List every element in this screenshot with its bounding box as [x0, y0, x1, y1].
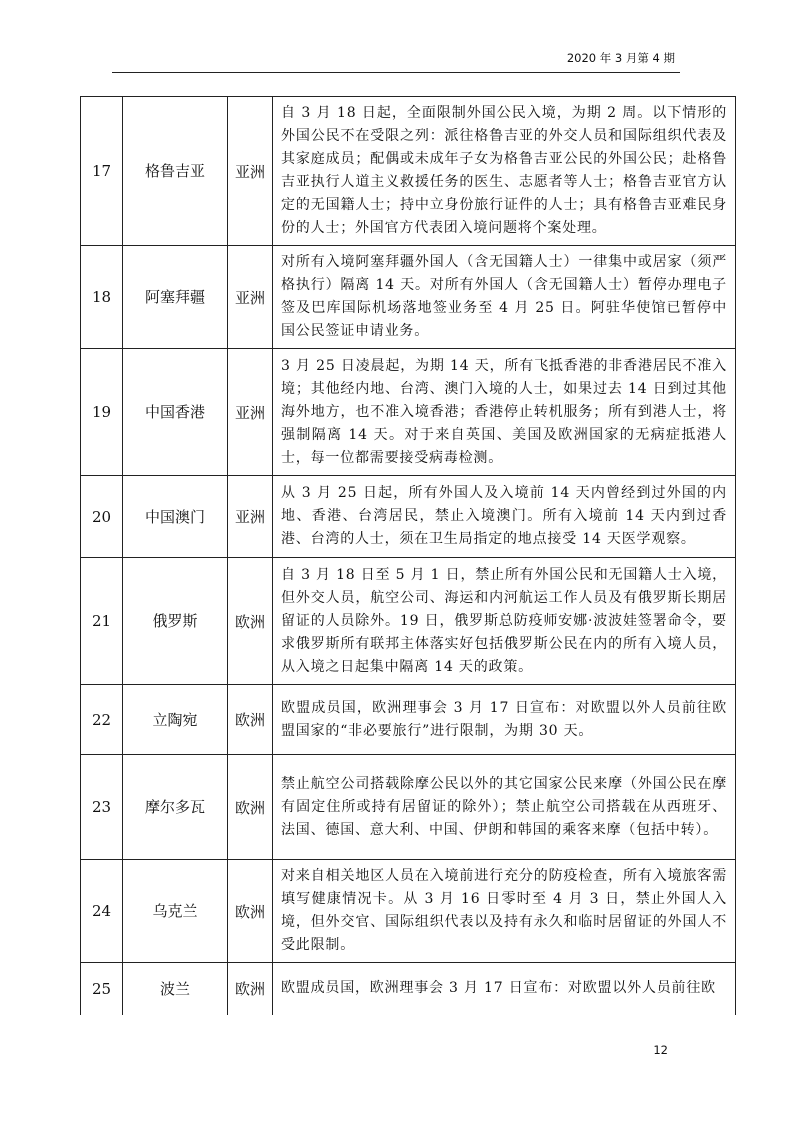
issue-header: 2020 年 3 月第 4 期 [566, 51, 675, 65]
table-row [81, 97, 736, 246]
restriction-description: 从 3 月 25 日起，所有外国人及入境前 14 天内曾经到过外国的内地、香港、台湾居民，禁止入境澳门。所有入境前 14 天内到过香港、台湾的人士，须在卫生局指定的地点接受 14 天医学观察。 [273, 476, 736, 558]
region-name: 欧洲 [228, 963, 273, 1015]
country-name: 中国香港 [123, 349, 228, 476]
restriction-description: 自 3 月 18 日至 5 月 1 日，禁止所有外国公民和无国籍人士入境，但外交人员，航空公司、海运和内河航运工作人员及有俄罗斯长期居留证的人员除外。19 日，俄罗斯总防疫师安娜·波波娃签署命令，要求俄罗斯所有联邦主体落实好包括俄罗斯公民在内的所有入境人员，从入境之日起集中隔离 14 天的政策。 [273, 558, 736, 685]
entry-restrictions-table-container [80, 96, 736, 1015]
row-number: 21 [81, 558, 123, 685]
region-name: 亚洲 [228, 476, 273, 558]
row-number: 25 [81, 963, 123, 1015]
table-row [81, 755, 736, 860]
table-body [81, 97, 736, 1015]
country-name: 中国澳门 [123, 476, 228, 558]
header-divider [112, 72, 680, 73]
restriction-description: 3 月 25 日凌晨起，为期 14 天，所有飞抵香港的非香港居民不准入境；其他经内地、台湾、澳门入境的人士，如果过去 14 日到过其他海外地方，也不准入境香港；香港停止转机服务；所有到港人士，将强制隔离 14 天。对于来自英国、美国及欧洲国家的无病症抵港人士，每一位都需要接受病毒检测。 [273, 349, 736, 476]
table-row [81, 685, 736, 755]
country-name: 格鲁吉亚 [123, 97, 228, 246]
table-row [81, 349, 736, 476]
restriction-description: 对所有入境阿塞拜疆外国人（含无国籍人士）一律集中或居家（须严格执行）隔离 14 天。对所有外国人（含无国籍人士）暂停办理电子签及巴库国际机场落地签业务至 4 月 25 日。阿驻华使馆已暂停中国公民签证申请业务。 [273, 246, 736, 349]
restriction-description: 禁止航空公司搭载除摩公民以外的其它国家公民来摩（外国公民在摩有固定住所或持有居留证的除外）；禁止航空公司搭载在从西班牙、法国、德国、意大利、中国、伊朗和韩国的乘客来摩（包括中转）。 [273, 755, 736, 860]
table-row [81, 963, 736, 1015]
restriction-description: 欧盟成员国，欧洲理事会 3 月 17 日宣布：对欧盟以外人员前往欧盟国家的“非必要旅行”进行限制，为期 30 天。 [273, 685, 736, 755]
region-name: 欧洲 [228, 685, 273, 755]
table-row [81, 476, 736, 558]
row-number: 17 [81, 97, 123, 246]
country-name: 波兰 [123, 963, 228, 1015]
region-name: 欧洲 [228, 860, 273, 963]
restriction-description: 自 3 月 18 日起，全面限制外国公民入境，为期 2 周。以下情形的外国公民不在受限之列：派往格鲁吉亚的外交人员和国际组织代表及其家庭成员；配偶或未成年子女为格鲁吉亚公民的外国公民；赴格鲁吉亚执行人道主义救援任务的医生、志愿者等人士；格鲁吉亚官方认定的无国籍人士；持中立身份旅行证件的人士；具有格鲁吉亚难民身份的人士；外国官方代表团入境问题将个案处理。 [273, 97, 736, 246]
table-row [81, 558, 736, 685]
country-name: 乌克兰 [123, 860, 228, 963]
country-name: 摩尔多瓦 [123, 755, 228, 860]
table-row [81, 246, 736, 349]
row-number: 23 [81, 755, 123, 860]
row-number: 22 [81, 685, 123, 755]
table-row [81, 860, 736, 963]
region-name: 亚洲 [228, 246, 273, 349]
country-name: 俄罗斯 [123, 558, 228, 685]
row-number: 19 [81, 349, 123, 476]
row-number: 18 [81, 246, 123, 349]
restriction-description: 对来自相关地区人员在入境前进行充分的防疫检查，所有入境旅客需填写健康情况卡。从 3 月 16 日零时至 4 月 3 日，禁止外国人入境，但外交官、国际组织代表以及持有永久和临时居留证的外国人不受此限制。 [273, 860, 736, 963]
restriction-description: 欧盟成员国，欧洲理事会 3 月 17 日宣布：对欧盟以外人员前往欧 [273, 963, 736, 1015]
region-name: 亚洲 [228, 97, 273, 246]
country-name: 阿塞拜疆 [123, 246, 228, 349]
row-number: 24 [81, 860, 123, 963]
country-name: 立陶宛 [123, 685, 228, 755]
entry-restrictions-table [80, 96, 736, 1015]
region-name: 亚洲 [228, 349, 273, 476]
region-name: 欧洲 [228, 558, 273, 685]
page-number: 12 [653, 1043, 668, 1057]
region-name: 欧洲 [228, 755, 273, 860]
row-number: 20 [81, 476, 123, 558]
